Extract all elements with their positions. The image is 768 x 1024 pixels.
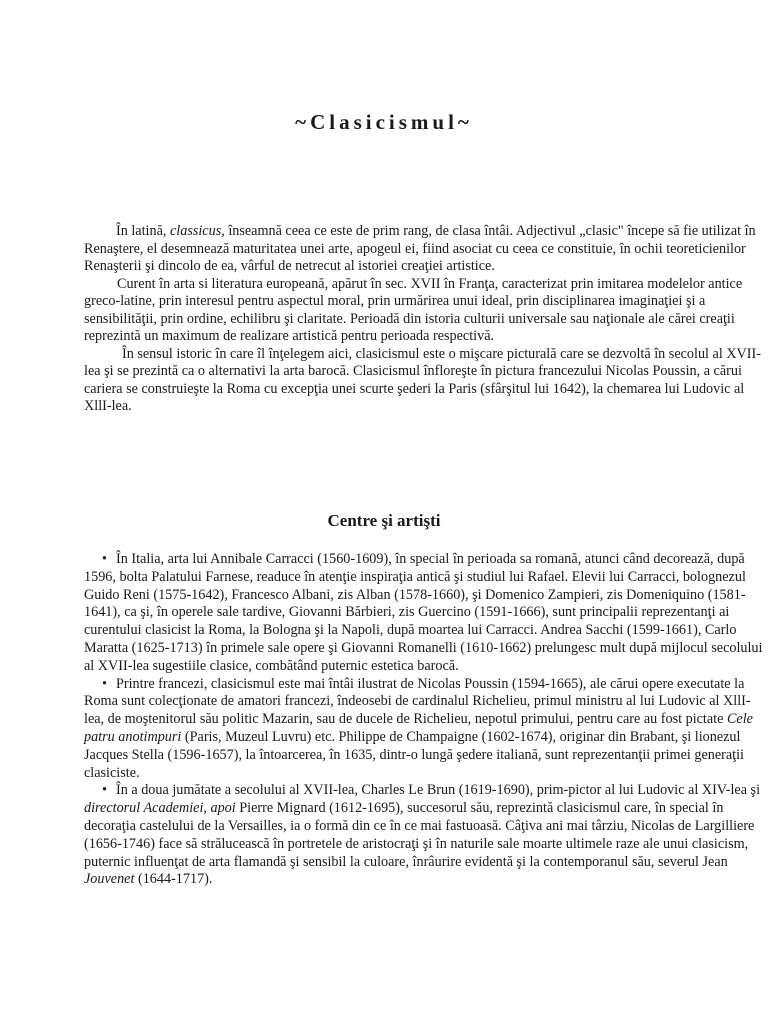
text-run: (Paris, Muzeul Luvru) etc. Philippe de Champaigne (1602-1674), originar din Brabant, şi lionezul Jacques Stella (1596-1657), la întoarcerea, în 1635, dintr-o lungă şedere italiană, sunt reprezentanţii primei generaţii clasiciste.	[84, 728, 744, 781]
text-run: În a doua jumătate a secolului al XVII-lea, Charles Le Brun (1619-1690), prim-pictor al lui Ludovic al XIV-lea şi	[116, 782, 761, 799]
bullet-item-france	[84, 676, 764, 783]
bullet-text	[84, 676, 753, 781]
bullet-icon: •	[102, 551, 107, 567]
text-run: Printre francezi, clasicismul este mai întâi ilustrat de Nicolas Poussin (1594-1665), ale cărui opere executate la Roma sunt colecţionate de amatori francezi, îndeosebi de cardinalul Richelieu, primul ministru al lui Ludovic al XllI-lea, de moştenitorul său politic Mazarin, sau de ducele de Richelieu, nepotul primului, pentru care au fost pictate	[84, 675, 751, 728]
text-run: Pierre Mignard (1612-1695), succesorul său, reprezintă clasicismul care, în special în decoraţia castelului de la Versailles, ia o formă din ce în ce mai fastuoasă. Câţiva ani mai târziu, Nicolas de Largilliere (1656-1746) face să strălucească în portretele de aristocraţi şi în naturile sale moarte ultimele raze ale unui clasicism, puternic influenţat de arta flamandă şi sensibil la culoare, înrâurire evidentă şi la contemporanul său, severul Jean	[84, 800, 755, 870]
italic-text-run: Jouvenet	[84, 871, 135, 888]
text-run: În latină,	[116, 223, 170, 239]
bullet-item-italy	[84, 551, 764, 676]
intro-paragraph-2	[84, 276, 764, 346]
text-run: Curent în arta si literatura europeană, apărut în sec. XVII în Franţa, caracterizat prin imitarea modelelor antice greco-latine, prin interesul pentru aspectul moral, prin urmărirea unui ideal, prin disciplinarea imaginaţiei şi a sensibilităţii, prin ordine, echilibru şi claritate. Perioadă din istoria culturii universale sau naţionale ale cărei creaţii reprezintă un maximum de realizare artistică pentru perioada respectivă.	[84, 275, 743, 344]
text-run: În sensul istoric în care îl înţelegem aici, clasicismul este o mişcare picturală care se dezvoltă în secolul al XVII-lea şi se prezintă ca o alternativi la arta barocă. Clasicismul înfloreşte în pictura francezului Nicolas Poussin, a cărui cariera se construieşte la Roma cu excepţia unei scurte şederi la Paris (sfârşitul lui 1642), la chemarea lui Ludovic al XllI-lea.	[84, 345, 761, 414]
intro-paragraph-3	[84, 346, 764, 416]
section-title: Centre şi artişti	[327, 511, 441, 530]
bullet-item-second-half	[84, 782, 764, 889]
intro-section	[84, 223, 764, 416]
bullet-icon: •	[102, 782, 107, 799]
italic-text-run: directorul Academiei, apoi	[84, 800, 236, 817]
italic-text-run: Cele patru anotimpuri	[84, 711, 753, 745]
bullet-icon: •	[102, 675, 107, 692]
bullet-text	[84, 551, 762, 674]
italic-text-run: classicus,	[169, 223, 225, 239]
text-run: înseamnă ceea ce este de prim rang, de clasa întâi. Adjectivul „clasic" începe să fie utilizat în Renaştere, el desemnează maturitatea unei arte, apogeul ei, fiind asociat cu ceea ce constituie, în ochii teoreticienilor Renaşterii şi dincolo de ea, vârful de netrecut al istoriei creaţiei artistice.	[84, 223, 756, 274]
text-run: (1644-1717).	[134, 871, 213, 888]
bullet-text	[84, 782, 760, 887]
intro-paragraph-1	[84, 223, 764, 276]
artists-bullet-list	[84, 551, 764, 889]
document-title: ~Clasicismul~	[295, 110, 473, 134]
text-run: În Italia, arta lui Annibale Carracci (1560-1609), în special în perioada sa romană, atunci când decorează, după 1596, bolta Palatului Farnese, readuce în atenţie inspiraţia antică şi studiul lui Rafael. Elevii lui Carracci, bolognezul Guido Reni (1575-1642), Francesco Albani, zis Alban (1578-1660), şi Domenico Zampieri, zis Domeniquino (1581-1641), ca şi, în operele sale tardive, Giovanni Bărbieri, zis Guercino (1591-1666), sunt principalii reprezentanţi ai curentului clasicist la Roma, la Bologna şi la Napoli, după moartea lui Carracci. Andrea Sacchi (1599-1661), Carlo Maratta (1625-1713) în primele sale opere şi Giovanni Romanelli (1610-1662) prelungesc mult după mijlocul secolului al XVII-lea sugestiile clasice, combătând puternic estetica barocă.	[84, 551, 763, 674]
